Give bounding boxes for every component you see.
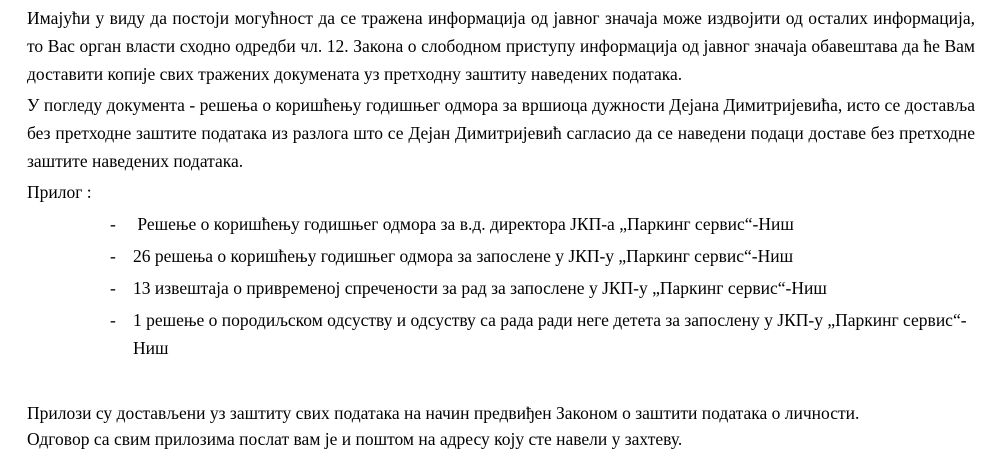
attachment-item: [27, 210, 975, 238]
dash-bullet: -: [110, 310, 116, 330]
attachment-text: Решење о коришћењу годишњег одмора за в.д. директора ЈКП-а „Паркинг сервис“-Ниш: [133, 214, 794, 234]
attachments-heading: Прилог :: [27, 182, 92, 202]
closing-paragraph-1: Прилози су достављени уз заштиту свих података на начин предвиђен Законом о заштити података о личности.: [27, 403, 860, 423]
attachment-item: [27, 242, 975, 270]
closing-block: [27, 400, 975, 452]
attachment-text: 26 решења о коришћењу годишњег одмора за запослене у ЈКП-у „Паркинг сервис“-Ниш: [133, 246, 794, 266]
body-paragraph-2: У погледу документа - решења о коришћењу годишњег одмора за вршиоца дужности Дејана Димитријевића, исто се доставља без претходне заштите података из разлога што се Дејан Димитријевић сагласио да се наведени подаци доставе без претходне заштите наведених података.: [27, 95, 975, 171]
attachment-item: [27, 306, 975, 362]
closing-paragraph-2: Одговор са свим прилозима послат вам је и поштом на адресу коју сте навели у захтеву.: [27, 429, 683, 449]
attachment-text: 13 извештаја о привременој спречености за рад за запослене у ЈКП-у „Паркинг сервис“-Ниш: [133, 278, 827, 298]
body-paragraph-1: Имајући у виду да постоји могућност да се тражена информација од јавног значаја може издвојити од осталих информација, то Вас орган власти сходно одредби чл. 12. Закона о слободном приступу информација од јавног значаја обавештава да ће Вам доставити копије свих тражених докумената уз претходну заштиту наведених података.: [27, 8, 975, 84]
dash-bullet: -: [110, 214, 116, 234]
attachment-item: [27, 274, 975, 302]
attachment-text: 1 решење о породиљском одсуству и одсуству са рада ради неге детета за запослену у ЈКП-у „Паркинг сервис“-Ниш: [133, 310, 967, 358]
dash-bullet: -: [110, 246, 116, 266]
attachment-list: [27, 210, 975, 362]
dash-bullet: -: [110, 278, 116, 298]
